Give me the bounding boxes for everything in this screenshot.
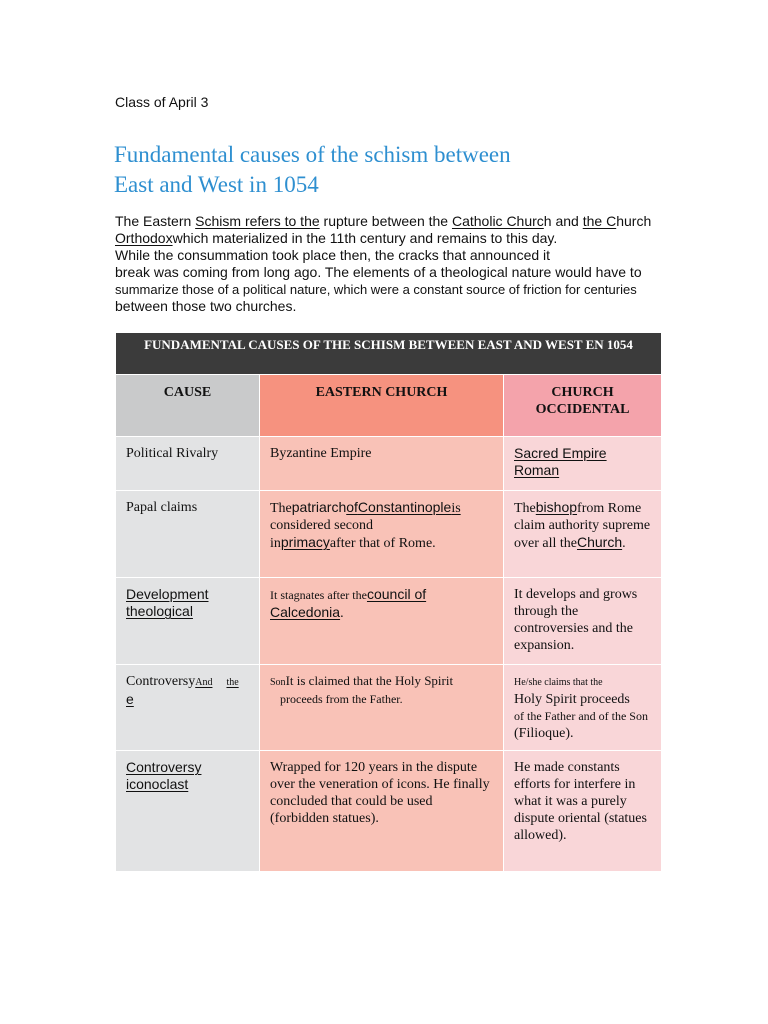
intro-link-catholic-church[interactable]: Catholic Churc (451, 213, 544, 229)
cause-cell: Papal claims (116, 491, 260, 578)
table-row (116, 751, 662, 872)
cause-link[interactable]: the (226, 677, 239, 688)
table-header-row (116, 375, 662, 437)
eastern-text: Son (270, 677, 286, 688)
intro-text: hurch (616, 213, 652, 229)
eastern-text: The (270, 501, 292, 516)
intro-text: summarize those of a political nature, which were a constant source of friction for centuries (115, 282, 637, 297)
header-cause: CAUSE (116, 375, 260, 437)
intro-text: which materialized in the 11th century and remains to this day. (172, 230, 558, 246)
western-link[interactable]: Church (576, 534, 623, 550)
western-text: of the Father and of the Son (514, 709, 648, 723)
table-row (116, 491, 662, 578)
cause-link[interactable]: e (126, 691, 134, 707)
eastern-cell (260, 665, 504, 751)
class-date: Class of April 3 (115, 94, 209, 110)
page-title (114, 140, 511, 200)
western-link[interactable]: Sacred Empire (514, 445, 607, 461)
eastern-text: . (340, 606, 344, 621)
cause-link[interactable]: And (195, 677, 213, 688)
intro-text: The Eastern (115, 213, 192, 229)
western-text: (Filioque). (514, 726, 574, 741)
eastern-link[interactable]: Constantinople (357, 499, 452, 515)
cause-cell (116, 751, 260, 872)
causes-table (115, 332, 662, 872)
intro-text: between those two churches. (115, 298, 297, 314)
cause-link[interactable]: Development (126, 586, 209, 602)
cause-link[interactable]: Controversy (126, 759, 202, 775)
table-title: FUNDAMENTAL CAUSES OF THE SCHISM BETWEEN EAST AND WEST EN 1054 (116, 333, 662, 375)
eastern-text: It is claimed that the Holy Spirit (285, 673, 454, 688)
eastern-cell (260, 491, 504, 578)
western-cell (504, 491, 662, 578)
western-cell (504, 437, 662, 491)
eastern-text: patriarch (291, 499, 347, 515)
cause-text: Controversy (126, 674, 196, 689)
cause-cell (116, 665, 260, 751)
western-cell: He made constants efforts for interfere in what it was a purely dispute oriental (statues allowed). (504, 751, 662, 872)
title-line-2: East and West in 1054 (114, 172, 319, 197)
table-row (116, 665, 662, 751)
eastern-cell: Wrapped for 120 years in the dispute over the veneration of icons. He finally concluded that could be used (forbidden statues). (260, 751, 504, 872)
cause-link[interactable]: iconoclast (126, 776, 189, 792)
intro-text: While the consummation took place then, the cracks that announced it (115, 247, 551, 263)
eastern-text: proceeds from the Father. (280, 692, 403, 706)
western-text: The (514, 501, 536, 516)
eastern-link[interactable]: primacy (280, 534, 330, 550)
western-text: Holy Spirit proceeds (514, 692, 630, 707)
eastern-link[interactable]: Calcedonia (270, 604, 341, 620)
eastern-link[interactable]: of (346, 499, 358, 515)
cause-cell (116, 578, 260, 665)
western-text: from Rome claim authority supreme over all the (514, 501, 651, 551)
intro-link[interactable]: the C (582, 213, 617, 229)
eastern-text: af (329, 536, 341, 551)
intro-link[interactable]: Schism refers to the (195, 213, 320, 229)
eastern-text: ter that of Rome. (340, 536, 436, 551)
intro-link-orthodox[interactable]: Orthodox (115, 230, 173, 246)
eastern-link[interactable]: is (451, 501, 461, 516)
header-eastern-church: EASTERN CHURCH (260, 375, 504, 437)
western-text: . (622, 536, 626, 551)
intro-text: rupture between the (323, 213, 449, 229)
header-church-occidental: CHURCH OCCIDENTAL (504, 375, 662, 437)
table-row (116, 578, 662, 665)
intro-text: h and (543, 213, 579, 229)
eastern-cell: Byzantine Empire (260, 437, 504, 491)
eastern-text: in (270, 536, 281, 551)
cause-link[interactable]: theological (126, 603, 193, 619)
table-title-row (116, 333, 662, 375)
cause-cell: Political Rivalry (116, 437, 260, 491)
table-row (116, 437, 662, 491)
eastern-text: considered second (270, 518, 374, 533)
western-link[interactable]: bishop (535, 499, 578, 515)
eastern-cell (260, 578, 504, 665)
western-cell (504, 665, 662, 751)
western-text: He/she claims that the (514, 677, 603, 688)
eastern-text: It stagnates after the (270, 588, 367, 602)
intro-text: break was coming from long ago. The elements of a theological nature would have to (115, 264, 642, 280)
western-link[interactable]: Roman (514, 462, 560, 478)
intro-paragraph (115, 213, 685, 315)
eastern-link[interactable]: council of (366, 586, 427, 602)
title-line-1: Fundamental causes of the schism between (114, 142, 511, 167)
western-cell: It develops and grows through the controversies and the expansion. (504, 578, 662, 665)
